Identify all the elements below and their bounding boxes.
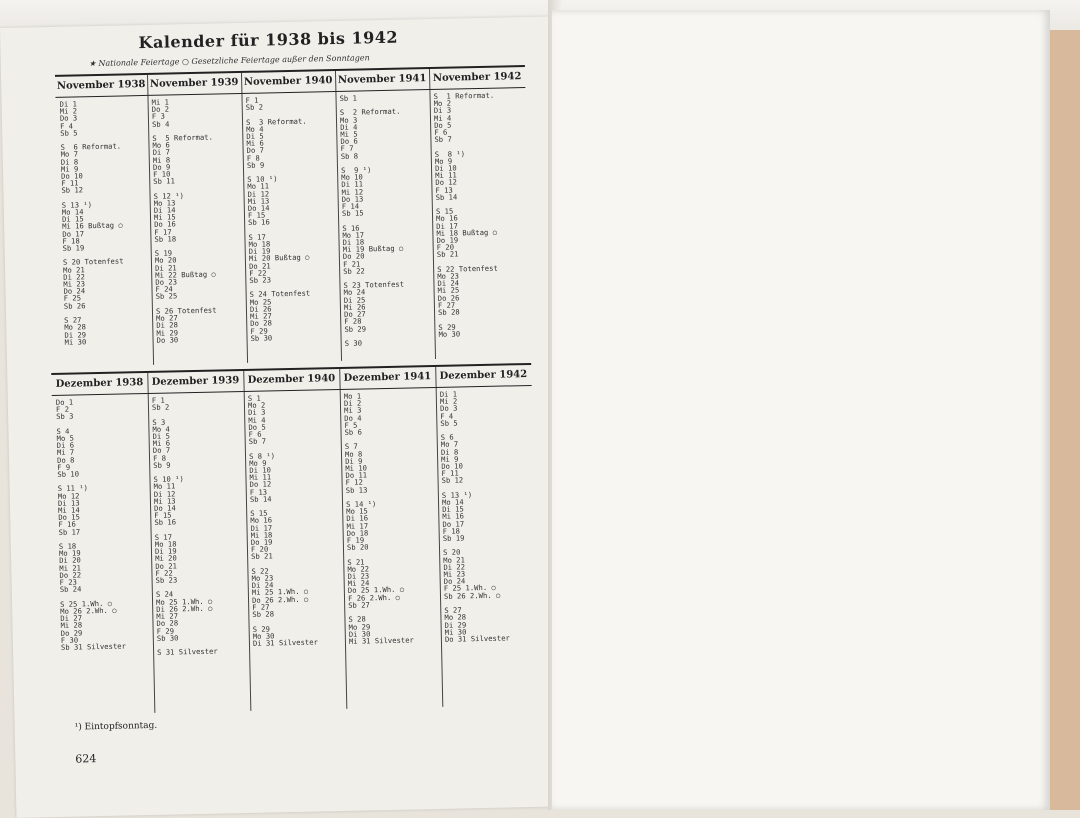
month-header: November 1939: [147, 73, 241, 96]
month-header: Dezember 1940: [243, 369, 339, 392]
day-list: Mi 1 Do 2 F 3 Sb 4 S 5 Reformat. Mo 6 Di 7 Mi 8 Do 9 F 10 Sb 11 S 12 ¹) Mo 13 Di 14 Mi 15 Do 16 F 17 Sb 18 S 19 Mo 20 Di 21 Mi 22 Bußtag ○ Do 23 F 24 Sb 25 S 26 Totenfest Mo 27 Di 28 Mi 29 Do 30: [151, 97, 217, 345]
month-header: November 1941: [335, 69, 429, 92]
month-header: November 1938: [55, 75, 147, 98]
november-column: [241, 71, 342, 363]
day-list: F 1 Sb 2 S 3 Reformat. Mo 4 Di 5 Mi 6 Do 7 F 8 Sb 9 S 10 ¹) Mo 11 Di 12 Mi 13 Do 14 F 15 Sb 16 S 17 Mo 18 Di 19 Mi 20 Bußtag ○ Do 21 F 22 Sb 23 S 24 Totenfest Mo 25 Di 26 Mi 27 Do 28 F 29 Sb 30: [245, 95, 311, 343]
page-title: Kalender für 1938 bis 1942: [138, 27, 399, 53]
dezember-column: [339, 367, 443, 709]
day-list: S 1 Mo 2 Di 3 Mi 4 Do 5 F 6 Sb 7 S 8 ¹) Mo 9 Di 10 Mi 11 Do 12 F 13 Sb 14 S 15 Mo 16 Di 17 Mi 18 Do 19 F 20 Sb 21 S 22 Mo 23 Di 24 Mi 25 1.Wh. ○ Do 26 2.Wh. ○ F 27 Sb 28 S 29 Mo 30 Di 31 Silvester: [247, 393, 318, 648]
month-header: Dezember 1939: [147, 371, 243, 394]
left-page: [0, 16, 572, 817]
day-list: F 1 Sb 2 S 3 Mo 4 Di 5 Mi 6 Do 7 F 8 Sb 9 S 10 ¹) Mo 11 Di 12 Mi 13 Do 14 F 15 Sb 16 S 17 Mo 18 Di 19 Mi 20 Do 21 F 22 Sb 23 S 24 Mo 25 1.Wh. ○ Di 26 2.Wh. ○ Mi 27 Do 28 F 29 Sb 30 S 31 Silvester: [151, 395, 218, 657]
day-list: Mo 1 Di 2 Mi 3 Do 4 F 5 Sb 6 S 7 Mo 8 Di 9 Mi 10 Do 11 F 12 Sb 13 S 14 ¹) Mo 15 Di 16 Mi 17 Do 18 F 19 Sb 20 S 21 Mo 22 Di 23 Mi 24 Do 25 1.Wh. ○ F 26 2.Wh. ○ Sb 27 S 28 Mo 29 Di 30 Mi 31 Silvester: [343, 391, 414, 646]
november-column: [55, 75, 154, 367]
day-list: Di 1 Mi 2 Do 3 F 4 Sb 5 S 6 Mo 7 Di 8 Mi 9 Do 10 F 11 Sb 12 S 13 ¹) Mo 14 Di 15 Mi 16 Do 17 F 18 Sb 19 S 20 Mo 21 Di 22 Mi 23 Do 24 F 25 1.Wh. ○ Sb 26 2.Wh. ○ S 27 Mo 28 Di 29 Mi 30 Do 31 Silvester: [439, 389, 510, 644]
day-list: S 1 Reformat. Mo 2 Di 3 Mi 4 Do 5 F 6 Sb 7 S 8 ¹) Mo 9 Di 10 Mi 11 Do 12 F 13 Sb 14 S 15 Mo 16 Di 17 Mi 18 Bußtag ○ Do 19 F 20 Sb 21 S 22 Totenfest Mo 23 Di 24 Mi 25 Do 26 F 27 Sb 28 S 29 Mo 30: [433, 90, 498, 339]
calendar-sheet: [28, 21, 534, 811]
day-list: Di 1 Mi 2 Do 3 F 4 Sb 5 S 6 Reformat. Mo 7 Di 8 Mi 9 Do 10 F 11 Sb 12 S 13 ¹) Mo 14 Di 15 Mi 16 Bußtag ○ Do 17 F 18 Sb 19 S 20 Totenfest Mo 21 Di 22 Mi 23 Do 24 F 25 Sb 26 S 27 Mo 28 Di 29 Mi 30: [59, 99, 124, 347]
november-column: [335, 69, 436, 361]
month-header: November 1942: [429, 67, 525, 90]
month-header: November 1940: [241, 71, 335, 94]
dezember-column: [435, 365, 538, 707]
month-header: Dezember 1941: [339, 367, 435, 390]
day-list: Do 1 F 2 Sb 3 S 4 Mo 5 Di 6 Mi 7 Do 8 F 9 Sb 10 S 11 ¹) Mo 12 Di 13 Mi 14 Do 15 F 16 Sb 17 S 18 Mo 19 Di 20 Mi 21 Do 22 F 23 Sb 24 S 25 1.Wh. ○ Mo 26 2.Wh. ○ Di 27 Mi 28 Do 29 F 30 Sb 31 Silvester: [55, 397, 126, 652]
dezember-column: [243, 369, 347, 711]
november-column: [147, 73, 248, 365]
november-table: [55, 65, 531, 367]
dezember-column: [51, 373, 155, 715]
right-page-blank: [552, 10, 1050, 810]
month-header: Dezember 1938: [51, 373, 147, 396]
day-list: Sb 1 S 2 Reformat. Mo 3 Di 4 Mi 5 Do 6 F 7 Sb 8 S 9 ¹) Mo 10 Di 11 Mi 12 Do 13 F 14 Sb 15 S 16 Mo 17 Di 18 Mi 19 Bußtag ○ Do 20 F 21 Sb 22 S 23 Totenfest Mo 24 Di 25 Mi 26 Do 27 F 28 Sb 29 S 30: [339, 93, 405, 348]
page-number: 624: [75, 752, 97, 766]
dezember-column: [147, 371, 251, 713]
november-column: [429, 67, 531, 359]
month-header: Dezember 1942: [435, 365, 531, 388]
holiday-legend: ★ Nationale Feiertage ○ Gesetzliche Feiertage außer den Sonntagen: [88, 53, 370, 69]
dezember-table: [51, 363, 538, 715]
footnote: ¹) Eintopfsonntag.: [74, 720, 158, 733]
